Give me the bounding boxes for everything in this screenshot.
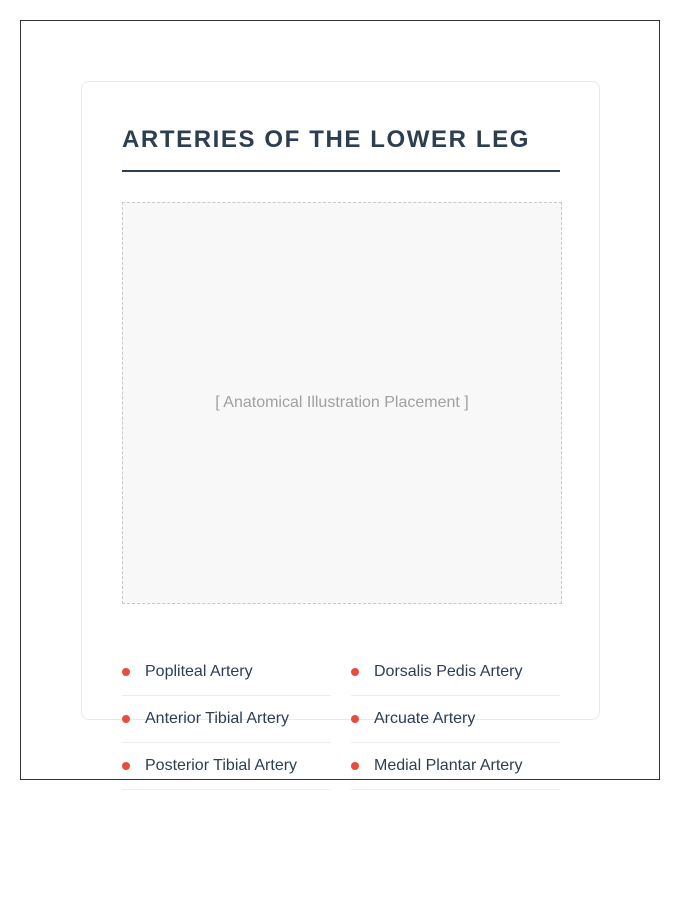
list-item [351, 743, 560, 790]
bullet-icon [351, 668, 359, 676]
bullet-icon [351, 715, 359, 723]
artery-list-left [122, 649, 331, 790]
bullet-icon [122, 762, 130, 770]
artery-list-right [351, 649, 560, 790]
artery-label: Medial Plantar Artery [374, 757, 523, 774]
bullet-icon [122, 715, 130, 723]
list-item [122, 743, 331, 790]
bullet-icon [351, 762, 359, 770]
artery-label: Dorsalis Pedis Artery [374, 663, 523, 680]
list-item [351, 649, 560, 696]
artery-label: Anterior Tibial Artery [145, 710, 290, 727]
artery-label: Posterior Tibial Artery [145, 757, 298, 774]
artery-label: Popliteal Artery [145, 663, 253, 680]
artery-label: Arcuate Artery [374, 710, 476, 727]
list-item [351, 696, 560, 743]
title-underline [122, 170, 560, 172]
illustration-placeholder-label: [ Anatomical Illustration Placement ] [215, 394, 469, 411]
illustration-placeholder [122, 202, 562, 604]
page-title: ARTERIES OF THE LOWER LEG [122, 126, 531, 153]
list-item [122, 649, 331, 696]
bullet-icon [122, 668, 130, 676]
list-item [122, 696, 331, 743]
